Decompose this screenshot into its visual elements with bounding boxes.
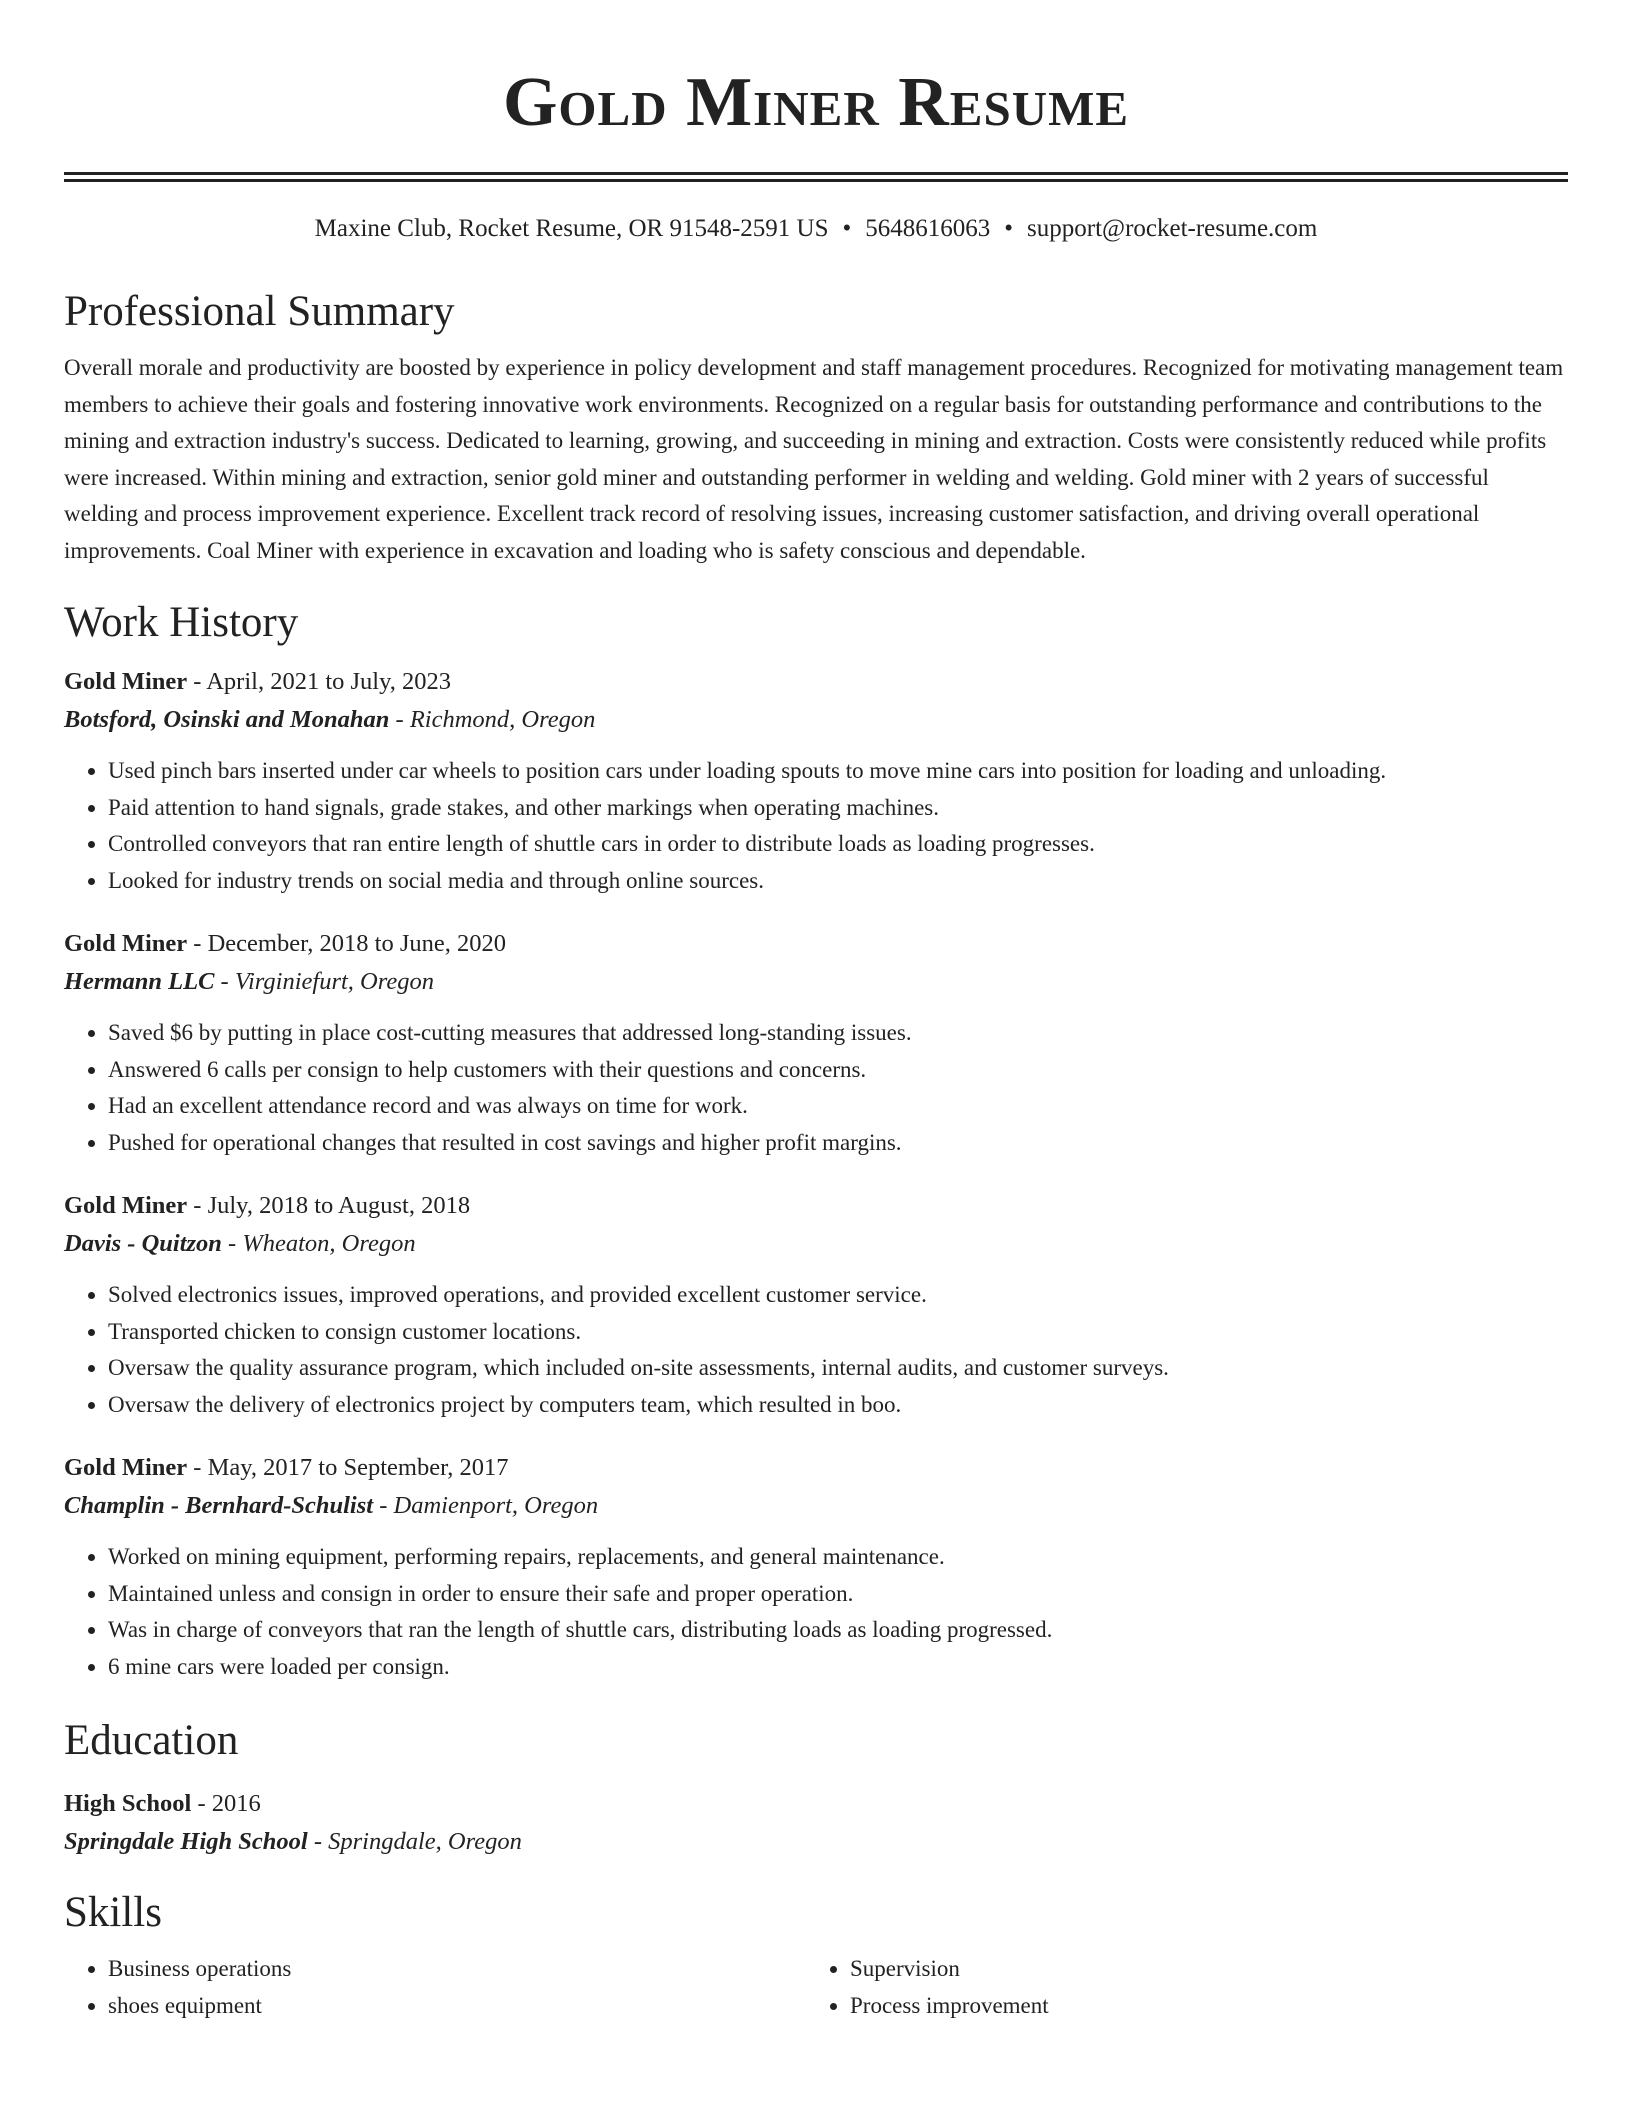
job-title-line	[64, 663, 1568, 701]
education-location: Springdale, Oregon	[328, 1828, 522, 1855]
job-bullets	[64, 1539, 1568, 1685]
job-company: Botsford, Osinski and Monahan	[64, 706, 390, 733]
dash: -	[187, 1192, 208, 1219]
title-double-rule	[64, 172, 1568, 182]
dash: -	[191, 1790, 212, 1817]
job-dates: July, 2018 to August, 2018	[207, 1192, 471, 1219]
job-bullet: • Answered 6 calls per consign to help customers with their questions and concerns.	[108, 1052, 1568, 1089]
skills-columns	[64, 1951, 1568, 2024]
job-location: Wheaton, Oregon	[242, 1230, 416, 1257]
job-location: Virginiefurt, Oregon	[234, 968, 435, 995]
education-year: 2016	[211, 1790, 261, 1817]
job-bullet: • Controlled conveyors that ran entire length of shuttle cars in order to distribute loads as loading progresses.	[108, 826, 1568, 863]
job-company-line	[64, 1487, 1568, 1525]
skills-right-column	[806, 1951, 1548, 2024]
skills-left-column	[64, 1951, 806, 2024]
job-entry	[64, 663, 1568, 899]
resume-title: Gold Miner Resume	[502, 64, 1130, 141]
job-entry	[64, 925, 1568, 1161]
contact-separator: •	[1004, 215, 1014, 242]
summary-heading: Professional Summary	[64, 288, 455, 335]
job-bullet: • Oversaw the quality assurance program, which included on-site assessments, internal audits, and customer surveys.	[108, 1350, 1568, 1387]
dash: -	[187, 930, 208, 957]
education-degree-line	[64, 1785, 1568, 1823]
contact-line	[64, 212, 1568, 246]
job-title-line	[64, 1187, 1568, 1225]
work-history-heading: Work History	[64, 599, 299, 646]
summary-text: Overall morale and productivity are boosted by experience in policy development and staff management procedures. Recognized for motivating management team members to achieve their goals and fostering innovative work environments. Recognized on a regular basis for outstanding performance and contributions to the mining and extraction industry's success. Dedicated to learning, growing, and succeeding in mining and extraction. Costs were consistently reduced while profits were increased. Within mining and extraction, senior gold miner and outstanding performer in welding and welding. Gold miner with 2 years of successful welding and process improvement experience. Excellent track record of resolving issues, increasing customer satisfaction, and driving overall operational improvements. Coal Miner with experience in excavation and loading who is safety conscious and dependable.	[64, 355, 1564, 563]
job-bullet: • Transported chicken to consign customer locations.	[108, 1314, 1568, 1351]
skill-item: • shoes equipment	[108, 1988, 806, 2025]
job-company-line	[64, 1225, 1568, 1263]
job-dates: April, 2021 to July, 2023	[206, 668, 452, 695]
job-title: Gold Miner	[64, 668, 188, 695]
skills-heading: Skills	[64, 1889, 162, 1936]
job-company-line	[64, 963, 1568, 1001]
dash: -	[389, 706, 410, 733]
contact-separator: •	[842, 215, 852, 242]
education-entry	[64, 1785, 1568, 1861]
contact-address: Maxine Club, Rocket Resume, OR 91548-2591 US	[314, 215, 829, 242]
job-title: Gold Miner	[64, 930, 188, 957]
education-heading: Education	[64, 1717, 239, 1764]
contact-email: support@rocket-resume.com	[1027, 215, 1318, 242]
job-title: Gold Miner	[64, 1454, 188, 1481]
contact-phone: 5648616063	[865, 215, 991, 242]
education-degree: High School	[64, 1790, 192, 1817]
education-school-line	[64, 1823, 1568, 1861]
job-entry	[64, 1449, 1568, 1685]
dash: -	[373, 1492, 394, 1519]
job-company: Champlin - Bernhard-Schulist	[64, 1492, 374, 1519]
job-bullet: • Had an excellent attendance record and was always on time for work.	[108, 1088, 1568, 1125]
job-bullet: • Saved $6 by putting in place cost-cutting measures that addressed long-standing issues.	[108, 1015, 1568, 1052]
skill-item: • Business operations	[108, 1951, 806, 1988]
job-bullet: • Looked for industry trends on social media and through online sources.	[108, 863, 1568, 900]
job-bullet: • Used pinch bars inserted under car wheels to position cars under loading spouts to move mine cars into position for loading and unloading.	[108, 753, 1568, 790]
job-entry	[64, 1187, 1568, 1423]
job-bullet: • Worked on mining equipment, performing repairs, replacements, and general maintenance.	[108, 1539, 1568, 1576]
dash: -	[187, 1454, 208, 1481]
dash: -	[221, 1230, 243, 1257]
education-school: Springdale High School	[64, 1828, 308, 1855]
skill-item: • Process improvement	[850, 1988, 1548, 2025]
job-bullet: • 6 mine cars were loaded per consign.	[108, 1649, 1568, 1686]
job-company: Davis - Quitzon	[64, 1230, 222, 1257]
job-dates: May, 2017 to September, 2017	[207, 1454, 509, 1481]
skill-item: • Supervision	[850, 1951, 1548, 1988]
job-bullets	[64, 753, 1568, 899]
job-bullet: • Paid attention to hand signals, grade stakes, and other markings when operating machines.	[108, 790, 1568, 827]
job-title: Gold Miner	[64, 1192, 188, 1219]
job-dates: December, 2018 to June, 2020	[207, 930, 506, 957]
job-bullets	[64, 1277, 1568, 1423]
job-bullet: • Pushed for operational changes that resulted in cost savings and higher profit margins.	[108, 1125, 1568, 1162]
job-bullets	[64, 1015, 1568, 1161]
job-location: Damienport, Oregon	[393, 1492, 599, 1519]
dash: -	[307, 1828, 329, 1855]
job-company: Hermann LLC	[64, 968, 215, 995]
job-bullet: • Oversaw the delivery of electronics project by computers team, which resulted in boo.	[108, 1387, 1568, 1424]
dash: -	[214, 968, 235, 995]
dash: -	[187, 668, 207, 695]
job-company-line	[64, 701, 1568, 739]
job-bullet: • Solved electronics issues, improved operations, and provided excellent customer service.	[108, 1277, 1568, 1314]
job-bullet: • Maintained unless and consign in order to ensure their safe and proper operation.	[108, 1576, 1568, 1613]
job-location: Richmond, Oregon	[409, 706, 596, 733]
job-title-line	[64, 1449, 1568, 1487]
job-bullet: • Was in charge of conveyors that ran the length of shuttle cars, distributing loads as loading progressed.	[108, 1612, 1568, 1649]
job-title-line	[64, 925, 1568, 963]
